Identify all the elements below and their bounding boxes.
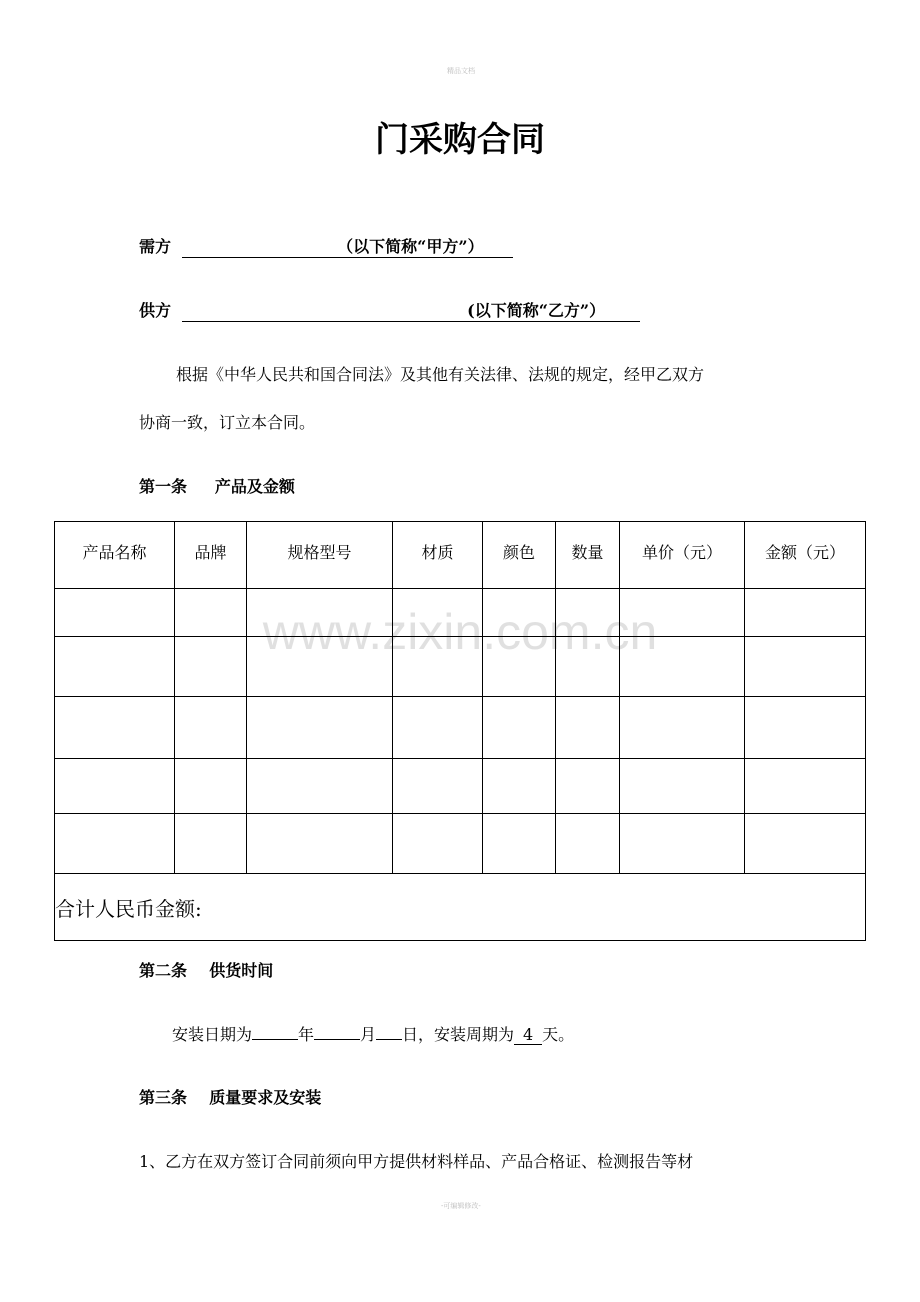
table-cell[interactable] <box>175 697 247 759</box>
table-cell[interactable] <box>620 759 745 814</box>
table-cell[interactable] <box>55 697 175 759</box>
buyer-label: 需方 <box>139 237 172 256</box>
month-field[interactable] <box>314 1039 360 1040</box>
total-amount-cell[interactable] <box>55 874 866 941</box>
table-cell[interactable] <box>247 697 393 759</box>
total-label: 合计人民币金额: <box>55 896 202 921</box>
seller-line <box>139 298 640 322</box>
schedule-text: 安装日期为 <box>172 1025 253 1044</box>
table-cell[interactable] <box>483 697 556 759</box>
article-1-heading <box>139 474 295 497</box>
day-field[interactable] <box>376 1039 402 1040</box>
table-cell[interactable] <box>247 759 393 814</box>
table-cell[interactable] <box>483 814 556 874</box>
watermark: www.zixin.com.cn <box>262 604 658 660</box>
col-header: 金额（元） <box>745 522 866 589</box>
col-header: 颜色 <box>483 522 556 589</box>
intro-line-1: 根据《中华人民共和国合同法》及其他有关法律、法规的规定，经甲乙双方 <box>176 365 705 384</box>
article-number: 第三条 <box>139 1088 188 1107</box>
page-header: 精品文档 <box>447 67 475 75</box>
clause-1: 1、乙方在双方签订合同前须向甲方提供材料样品、产品合格证、检测报告等材 <box>139 1152 694 1171</box>
article-2-heading <box>139 958 273 981</box>
buyer-field[interactable] <box>182 234 513 258</box>
table-cell[interactable] <box>745 759 866 814</box>
days-field[interactable]: 4 <box>514 1025 542 1045</box>
table-cell[interactable] <box>556 814 620 874</box>
schedule-text: 日，安装周期为 <box>402 1025 515 1044</box>
table-cell[interactable] <box>556 759 620 814</box>
table-row <box>55 697 866 759</box>
col-header: 材质 <box>393 522 483 589</box>
buyer-line <box>139 234 513 258</box>
table-cell[interactable] <box>620 697 745 759</box>
table-cell[interactable] <box>620 814 745 874</box>
table-cell[interactable] <box>55 759 175 814</box>
product-table <box>54 521 866 941</box>
article-number: 第一条 <box>139 477 188 496</box>
col-header: 单价（元） <box>620 522 745 589</box>
year-field[interactable] <box>252 1039 298 1040</box>
seller-field[interactable] <box>182 298 640 322</box>
article-number: 第二条 <box>139 961 188 980</box>
schedule-text: 年 <box>298 1025 315 1044</box>
table-row <box>55 759 866 814</box>
intro-line-2: 协商一致，订立本合同。 <box>139 413 316 432</box>
schedule-line <box>172 1022 574 1045</box>
table-cell[interactable] <box>247 814 393 874</box>
table-cell[interactable] <box>393 814 483 874</box>
table-header-row <box>55 522 866 589</box>
article-3-heading <box>139 1085 321 1108</box>
table-cell[interactable] <box>745 814 866 874</box>
table-row <box>55 814 866 874</box>
article-title: 供货时间 <box>209 961 274 980</box>
schedule-text: 天。 <box>542 1025 575 1044</box>
page-footer: -可编辑修改- <box>441 1202 481 1210</box>
article-title: 质量要求及安装 <box>209 1088 322 1107</box>
table-cell[interactable] <box>393 697 483 759</box>
table-cell[interactable] <box>483 759 556 814</box>
table-cell[interactable] <box>556 697 620 759</box>
table-cell[interactable] <box>745 697 866 759</box>
table-cell[interactable] <box>175 759 247 814</box>
table-cell[interactable] <box>55 814 175 874</box>
article-title: 产品及金额 <box>214 477 295 496</box>
table-cell[interactable] <box>393 759 483 814</box>
seller-suffix: (以下简称“乙方”） <box>467 301 606 320</box>
col-header: 产品名称 <box>55 522 175 589</box>
table-cell[interactable] <box>175 814 247 874</box>
seller-label: 供方 <box>139 301 172 320</box>
total-row <box>55 874 866 941</box>
buyer-suffix: （以下简称“甲方”） <box>337 237 484 256</box>
col-header: 品牌 <box>175 522 247 589</box>
col-header: 数量 <box>556 522 620 589</box>
schedule-text: 月 <box>360 1025 377 1044</box>
col-header: 规格型号 <box>247 522 393 589</box>
page-title: 门采购合同 <box>375 120 545 160</box>
